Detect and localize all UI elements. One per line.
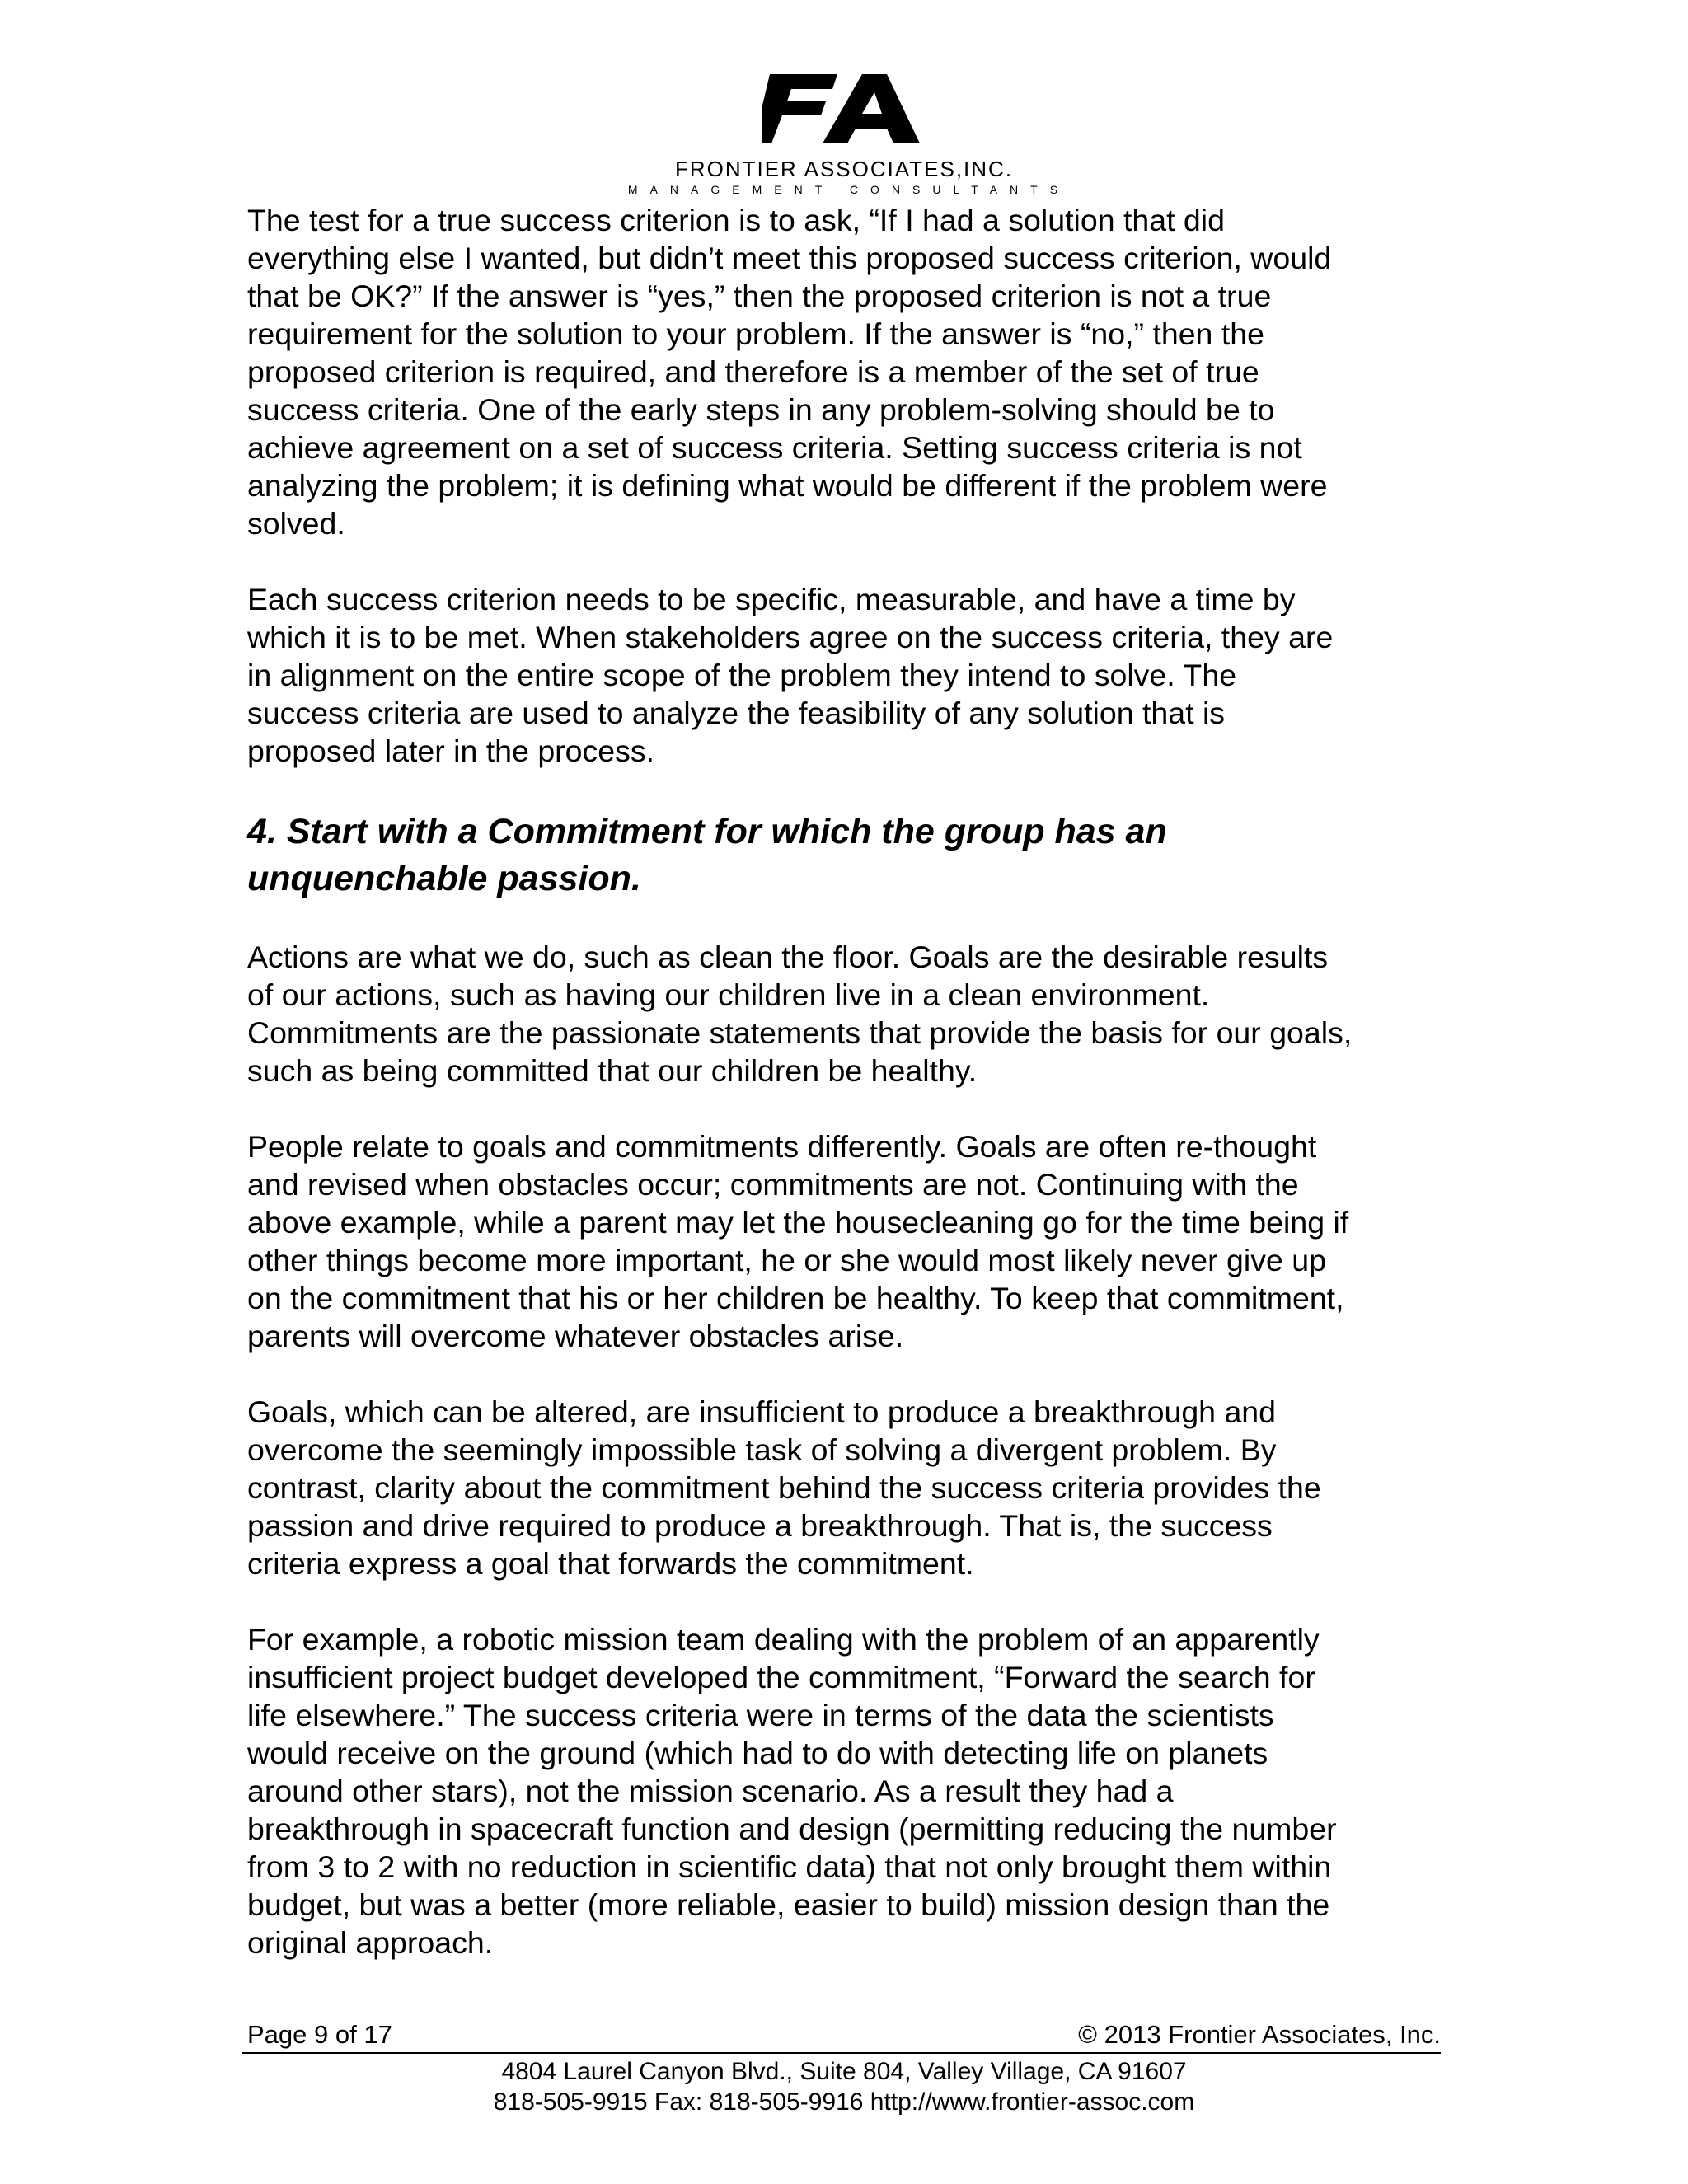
letterhead [0,0,1688,198]
paragraph-success-criterion-test: The test for a true success criterion is to ask, “If I had a solution that did everything else I wanted, but didn’t meet this proposed success criterion, would that be OK?” If the answer is “yes,” then the proposed criterion is not a true requirement for the solution to your problem. If the answer is “no,” then the proposed criterion is required, and therefore is a member of the set of true success criteria. One of the early steps in any problem-solving should be to achieve agreement on a set of success criteria. Setting success criteria is not analyzing the problem; it is defining what would be different if the problem were solved. [247,203,1332,541]
company-name: FRONTIER ASSOCIATES,INC. [674,157,1014,181]
document-body [247,201,1451,1999]
footer-divider [242,2052,1441,2054]
paragraph-robotic-mission: For example, a robotic mission team dealing with the problem of an apparently insufficient project budget developed the commitment, “Forward the search for life elsewhere.” The success criteria were in terms of the data the scientists would receive on the ground (which had to do with detecting life on planets around other stars), not the mission scenario. As a result they had a breakthrough in spacecraft function and design (permitting reducing the number from 3 to 2 with no reduction in scientific data) that not only brought them within budget, but was a better (more reliable, easier to build) mission design than the original approach. [247,1622,1337,1960]
paragraph-success-criterion-specific: Each success criterion needs to be specific, measurable, and have a time by which it is to be met. When stakeholders agree on the success criteria, they are in alignment on the entire scope of the problem they intend to solve. The success criteria are used to analyze the feasibility of any solution that is proposed later in the process. [247,582,1334,768]
section-heading: 4. Start with a Commitment for which the group has an unquenchable passion. [247,812,1167,898]
paragraph-goals-altered: Goals, which can be altered, are insufficient to produce a breakthrough and overcome the seemingly impossible task of solving a divergent problem. By contrast, clarity about the commitment behind the success criteria provides the passion and drive required to produce a breakthrough. That is, the success criteria express a goal that forwards the commitment. [247,1394,1321,1581]
paragraph-goals-commitments: People relate to goals and commitments differently. Goals are often re-thought and revised when obstacles occur; commitments are not. Continuing with the above example, while a parent may let the housecleaning go for the time being if other things become more important, he or she would most likely never give up on the commitment that his or her children be healthy. To keep that commitment, parents will overcome whatever obstacles arise. [247,1129,1349,1353]
company-tagline: MANAGEMENT CONSULTANTS [627,183,1071,196]
footer-address: 4804 Laurel Canyon Blvd., Suite 804, Valley Village, CA 91607 [501,2058,1187,2085]
paragraph-actions-goals: Actions are what we do, such as clean the floor. Goals are the desirable results of our actions, such as having our children live in a clean environment. Commitments are the passionate statements that provide the basis for our goals, such as being committed that our children be healthy. [247,940,1353,1088]
page-number: Page 9 of 17 [247,2020,392,2049]
footer-contact: 818-505-9915 Fax: 818-505-9916 http://www.frontier-assoc.com [493,2088,1195,2116]
fa-logo-icon [762,73,926,145]
copyright: © 2013 Frontier Associates, Inc. [1078,2020,1441,2049]
